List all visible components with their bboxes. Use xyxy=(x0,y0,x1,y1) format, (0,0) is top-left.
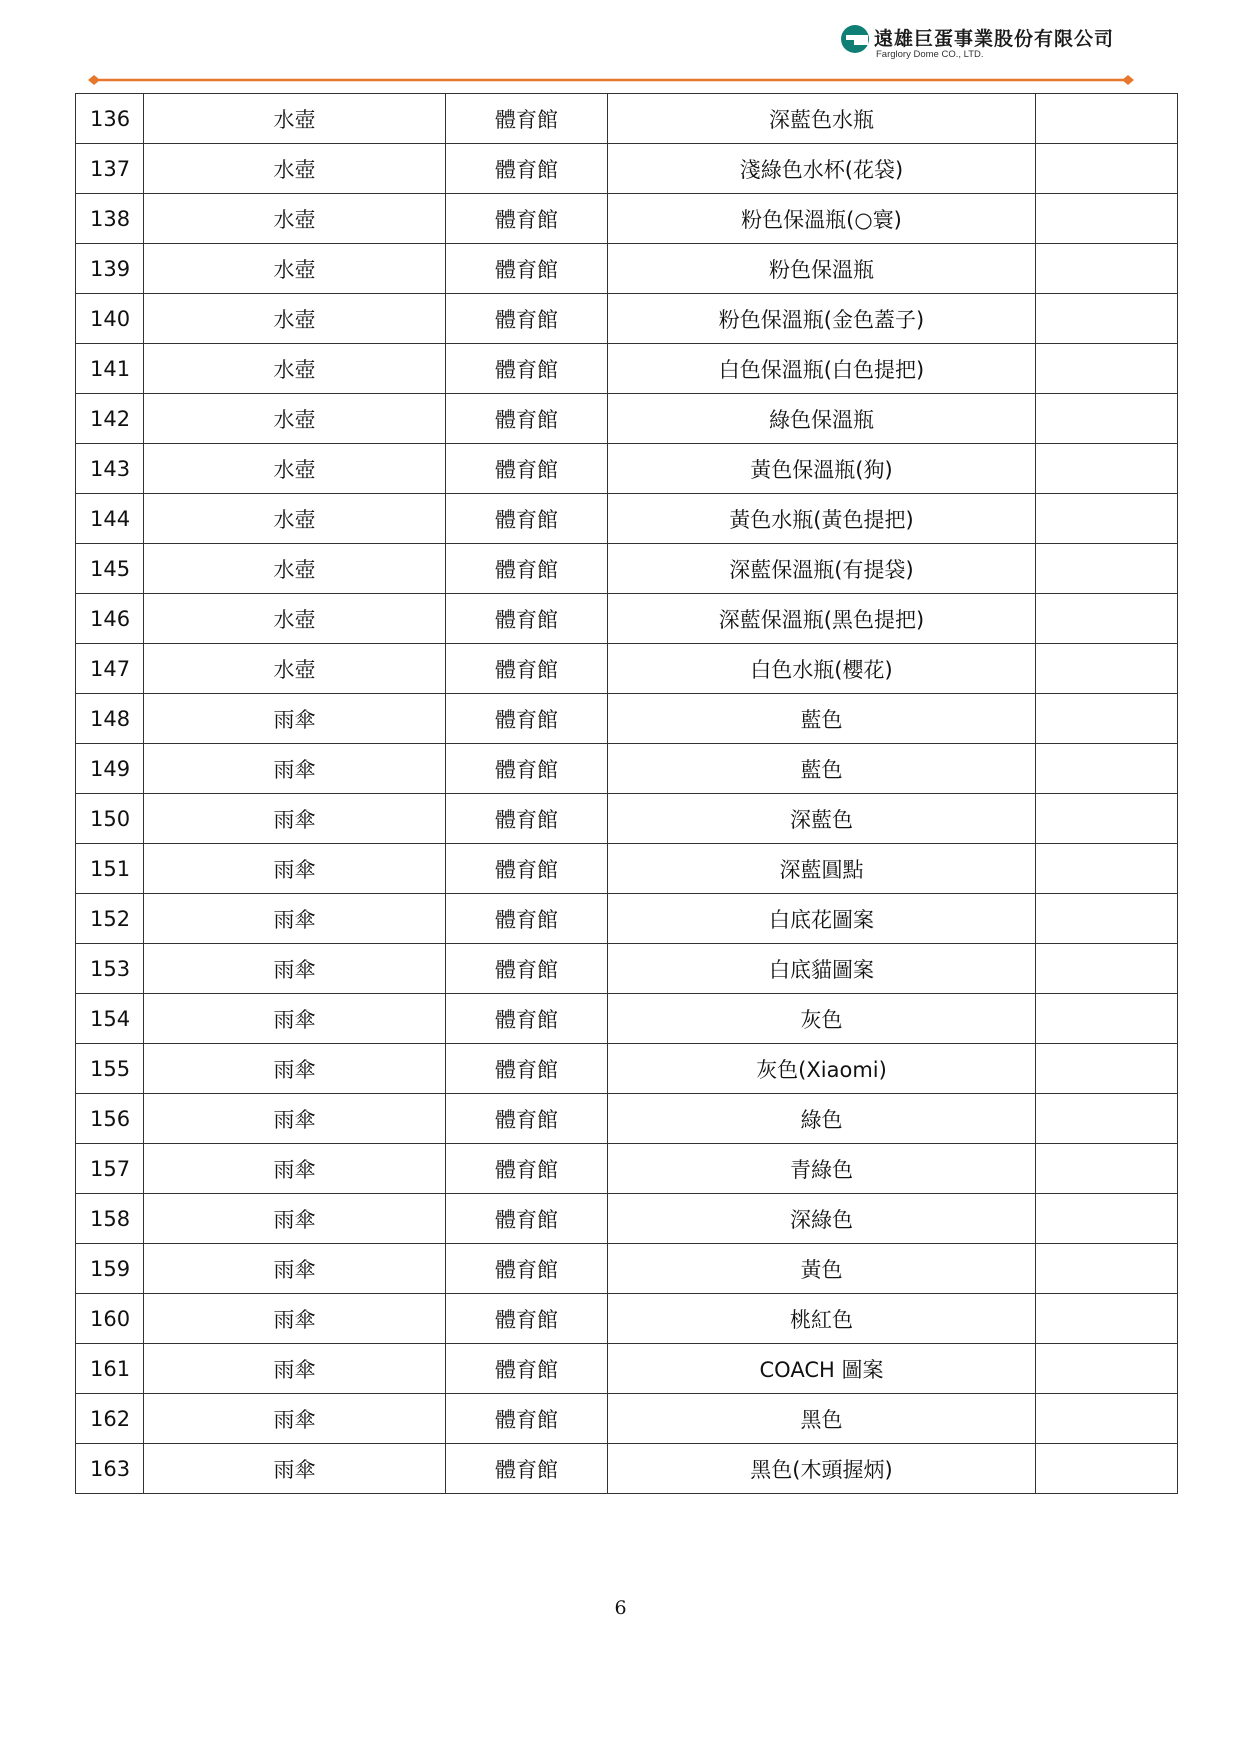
item-description-cell: 綠色 xyxy=(608,1094,1036,1144)
item-category-cell: 雨傘 xyxy=(144,1094,446,1144)
item-category-cell: 水壺 xyxy=(144,244,446,294)
item-location-cell: 體育館 xyxy=(446,944,608,994)
item-note-cell xyxy=(1036,344,1178,394)
item-description-cell: 粉色保溫瓶(金色蓋子) xyxy=(608,294,1036,344)
item-description-cell: 黃色保溫瓶(狗) xyxy=(608,444,1036,494)
item-category-cell: 雨傘 xyxy=(144,1144,446,1194)
item-location-cell: 體育館 xyxy=(446,994,608,1044)
table-row xyxy=(76,1344,1178,1394)
table-row xyxy=(76,644,1178,694)
table-row xyxy=(76,744,1178,794)
item-description-cell: 深綠色 xyxy=(608,1194,1036,1244)
item-category-cell: 雨傘 xyxy=(144,894,446,944)
item-location-cell: 體育館 xyxy=(446,844,608,894)
item-location-cell: 體育館 xyxy=(446,344,608,394)
item-description-cell: 白底花圖案 xyxy=(608,894,1036,944)
item-number-cell: 153 xyxy=(76,944,144,994)
item-number-cell: 159 xyxy=(76,1244,144,1294)
item-description-cell: 深藍圓點 xyxy=(608,844,1036,894)
table-row xyxy=(76,1044,1178,1094)
item-description-cell: 綠色保溫瓶 xyxy=(608,394,1036,444)
item-note-cell xyxy=(1036,1294,1178,1344)
table-row xyxy=(76,794,1178,844)
item-number-cell: 145 xyxy=(76,544,144,594)
page-number: 6 xyxy=(614,1597,627,1619)
item-description-cell: 白色保溫瓶(白色提把) xyxy=(608,344,1036,394)
company-logo xyxy=(840,22,1140,66)
table-row xyxy=(76,1294,1178,1344)
item-location-cell: 體育館 xyxy=(446,1094,608,1144)
item-description-cell: 黑色 xyxy=(608,1394,1036,1444)
item-location-cell: 體育館 xyxy=(446,744,608,794)
item-number-cell: 149 xyxy=(76,744,144,794)
item-location-cell: 體育館 xyxy=(446,1144,608,1194)
item-number-cell: 152 xyxy=(76,894,144,944)
table-row xyxy=(76,1394,1178,1444)
table-row xyxy=(76,294,1178,344)
item-description-cell: COACH 圖案 xyxy=(608,1344,1036,1394)
item-note-cell xyxy=(1036,1394,1178,1444)
item-description-cell: 黑色(木頭握炳) xyxy=(608,1444,1036,1494)
item-location-cell: 體育館 xyxy=(446,794,608,844)
table-row xyxy=(76,94,1178,144)
item-location-cell: 體育館 xyxy=(446,144,608,194)
item-location-cell: 體育館 xyxy=(446,444,608,494)
table-row xyxy=(76,344,1178,394)
item-number-cell: 160 xyxy=(76,1294,144,1344)
rule-diamond-right xyxy=(1122,75,1134,85)
item-location-cell: 體育館 xyxy=(446,1244,608,1294)
item-note-cell xyxy=(1036,744,1178,794)
item-description-cell: 灰色(Xiaomi) xyxy=(608,1044,1036,1094)
item-category-cell: 水壺 xyxy=(144,194,446,244)
table-row xyxy=(76,1194,1178,1244)
item-note-cell xyxy=(1036,1144,1178,1194)
item-note-cell xyxy=(1036,494,1178,544)
item-number-cell: 136 xyxy=(76,94,144,144)
item-note-cell xyxy=(1036,1044,1178,1094)
table-body xyxy=(76,94,1178,1494)
item-number-cell: 158 xyxy=(76,1194,144,1244)
item-location-cell: 體育館 xyxy=(446,1294,608,1344)
item-number-cell: 141 xyxy=(76,344,144,394)
item-category-cell: 水壺 xyxy=(144,144,446,194)
item-location-cell: 體育館 xyxy=(446,594,608,644)
item-note-cell xyxy=(1036,94,1178,144)
item-location-cell: 體育館 xyxy=(446,694,608,744)
item-number-cell: 138 xyxy=(76,194,144,244)
item-note-cell xyxy=(1036,544,1178,594)
item-category-cell: 雨傘 xyxy=(144,844,446,894)
item-location-cell: 體育館 xyxy=(446,1344,608,1394)
page-header xyxy=(0,0,1241,100)
table-row xyxy=(76,994,1178,1044)
item-location-cell: 體育館 xyxy=(446,544,608,594)
item-number-cell: 162 xyxy=(76,1394,144,1444)
item-description-cell: 深藍保溫瓶(黑色提把) xyxy=(608,594,1036,644)
table-row xyxy=(76,894,1178,944)
item-number-cell: 147 xyxy=(76,644,144,694)
item-number-cell: 148 xyxy=(76,694,144,744)
item-category-cell: 水壺 xyxy=(144,94,446,144)
item-category-cell: 雨傘 xyxy=(144,1044,446,1094)
table-row xyxy=(76,944,1178,994)
item-category-cell: 雨傘 xyxy=(144,1244,446,1294)
table-row xyxy=(76,1444,1178,1494)
item-number-cell: 157 xyxy=(76,1144,144,1194)
item-description-cell: 藍色 xyxy=(608,744,1036,794)
table-row xyxy=(76,594,1178,644)
item-note-cell xyxy=(1036,594,1178,644)
item-category-cell: 水壺 xyxy=(144,594,446,644)
item-category-cell: 雨傘 xyxy=(144,994,446,1044)
item-note-cell xyxy=(1036,794,1178,844)
item-number-cell: 137 xyxy=(76,144,144,194)
item-note-cell xyxy=(1036,294,1178,344)
item-description-cell: 藍色 xyxy=(608,694,1036,744)
item-location-cell: 體育館 xyxy=(446,894,608,944)
item-note-cell xyxy=(1036,844,1178,894)
item-note-cell xyxy=(1036,694,1178,744)
table-row xyxy=(76,444,1178,494)
item-number-cell: 163 xyxy=(76,1444,144,1494)
table-row xyxy=(76,394,1178,444)
item-category-cell: 雨傘 xyxy=(144,794,446,844)
item-category-cell: 雨傘 xyxy=(144,944,446,994)
table-row xyxy=(76,194,1178,244)
item-note-cell xyxy=(1036,1344,1178,1394)
company-name: 遠雄巨蛋事業股份有限公司 xyxy=(874,28,1115,50)
item-category-cell: 雨傘 xyxy=(144,1394,446,1444)
item-category-cell: 雨傘 xyxy=(144,694,446,744)
item-category-cell: 水壺 xyxy=(144,294,446,344)
item-location-cell: 體育館 xyxy=(446,244,608,294)
item-description-cell: 黃色水瓶(黃色提把) xyxy=(608,494,1036,544)
item-description-cell: 粉色保溫瓶(○寰) xyxy=(608,194,1036,244)
item-number-cell: 143 xyxy=(76,444,144,494)
table-row xyxy=(76,244,1178,294)
item-number-cell: 139 xyxy=(76,244,144,294)
item-note-cell xyxy=(1036,1094,1178,1144)
item-category-cell: 水壺 xyxy=(144,344,446,394)
item-category-cell: 雨傘 xyxy=(144,1344,446,1394)
item-location-cell: 體育館 xyxy=(446,194,608,244)
item-description-cell: 深藍色水瓶 xyxy=(608,94,1036,144)
item-note-cell xyxy=(1036,994,1178,1044)
table-row xyxy=(76,544,1178,594)
item-location-cell: 體育館 xyxy=(446,1044,608,1094)
item-number-cell: 155 xyxy=(76,1044,144,1094)
item-description-cell: 黃色 xyxy=(608,1244,1036,1294)
item-category-cell: 水壺 xyxy=(144,394,446,444)
item-location-cell: 體育館 xyxy=(446,494,608,544)
item-location-cell: 體育館 xyxy=(446,94,608,144)
item-note-cell xyxy=(1036,1194,1178,1244)
item-note-cell xyxy=(1036,444,1178,494)
item-note-cell xyxy=(1036,244,1178,294)
item-description-cell: 粉色保溫瓶 xyxy=(608,244,1036,294)
item-description-cell: 淺綠色水杯(花袋) xyxy=(608,144,1036,194)
table-row xyxy=(76,1244,1178,1294)
item-number-cell: 156 xyxy=(76,1094,144,1144)
rule-diamond-left xyxy=(88,75,100,85)
lost-items-table xyxy=(75,93,1178,1494)
item-description-cell: 桃紅色 xyxy=(608,1294,1036,1344)
item-location-cell: 體育館 xyxy=(446,1444,608,1494)
company-name-en: Farglory Dome CO., LTD. xyxy=(876,49,984,60)
item-number-cell: 146 xyxy=(76,594,144,644)
table-row xyxy=(76,844,1178,894)
item-note-cell xyxy=(1036,394,1178,444)
item-number-cell: 144 xyxy=(76,494,144,544)
item-category-cell: 水壺 xyxy=(144,444,446,494)
item-location-cell: 體育館 xyxy=(446,394,608,444)
item-description-cell: 深藍色 xyxy=(608,794,1036,844)
table-row xyxy=(76,694,1178,744)
item-location-cell: 體育館 xyxy=(446,294,608,344)
table-row xyxy=(76,494,1178,544)
item-location-cell: 體育館 xyxy=(446,1194,608,1244)
item-number-cell: 142 xyxy=(76,394,144,444)
item-category-cell: 雨傘 xyxy=(144,744,446,794)
item-note-cell xyxy=(1036,1444,1178,1494)
item-category-cell: 水壺 xyxy=(144,494,446,544)
item-category-cell: 雨傘 xyxy=(144,1294,446,1344)
item-description-cell: 白色水瓶(櫻花) xyxy=(608,644,1036,694)
table-row xyxy=(76,1094,1178,1144)
item-description-cell: 深藍保溫瓶(有提袋) xyxy=(608,544,1036,594)
item-note-cell xyxy=(1036,144,1178,194)
table-row xyxy=(76,144,1178,194)
header-rule xyxy=(88,74,1134,86)
item-category-cell: 水壺 xyxy=(144,644,446,694)
item-category-cell: 雨傘 xyxy=(144,1194,446,1244)
item-category-cell: 水壺 xyxy=(144,544,446,594)
item-description-cell: 灰色 xyxy=(608,994,1036,1044)
item-location-cell: 體育館 xyxy=(446,644,608,694)
item-note-cell xyxy=(1036,1244,1178,1294)
item-number-cell: 154 xyxy=(76,994,144,1044)
item-number-cell: 161 xyxy=(76,1344,144,1394)
farglory-logo-icon xyxy=(840,24,870,54)
item-note-cell xyxy=(1036,944,1178,994)
item-location-cell: 體育館 xyxy=(446,1394,608,1444)
item-note-cell xyxy=(1036,894,1178,944)
item-number-cell: 151 xyxy=(76,844,144,894)
table-row xyxy=(76,1144,1178,1194)
item-number-cell: 140 xyxy=(76,294,144,344)
item-category-cell: 雨傘 xyxy=(144,1444,446,1494)
item-description-cell: 白底貓圖案 xyxy=(608,944,1036,994)
item-note-cell xyxy=(1036,644,1178,694)
item-number-cell: 150 xyxy=(76,794,144,844)
item-description-cell: 青綠色 xyxy=(608,1144,1036,1194)
item-note-cell xyxy=(1036,194,1178,244)
